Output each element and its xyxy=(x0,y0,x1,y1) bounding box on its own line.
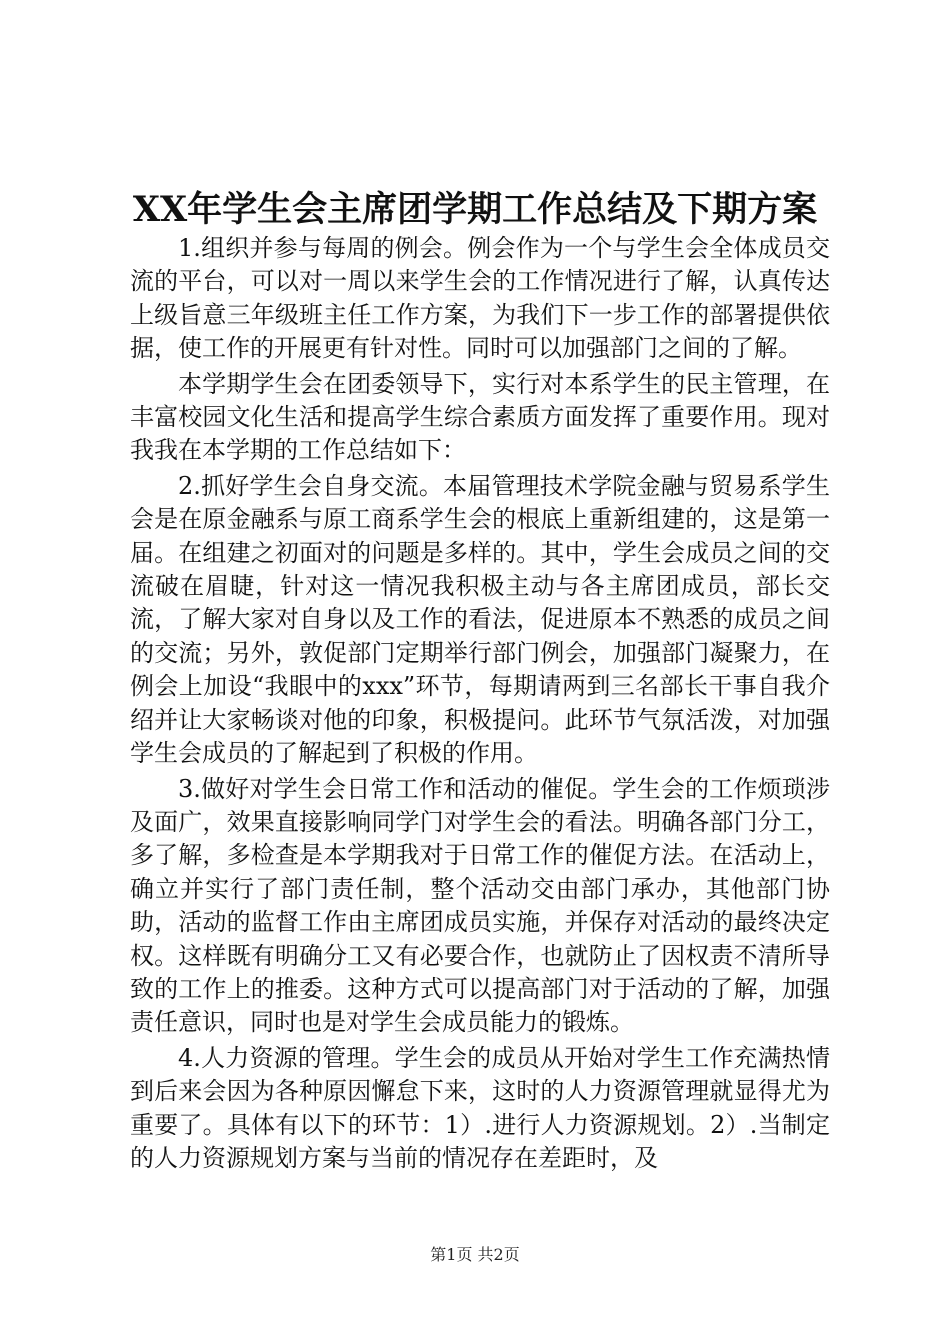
paragraph: 本学期学生会在团委领导下，实行对本系学生的民主管理，在丰富校园文化生活和提高学生综合素质方面发挥了重要作用。现对我我在本学期的工作总结如下： xyxy=(130,369,830,465)
document-title: XX年学生会主席团学期工作总结及下期方案 xyxy=(132,189,818,230)
paragraph: 3.做好对学生会日常工作和活动的催促。学生会的工作烦琐涉及面广，效果直接影响同学门对学生会的看法。明确各部门分工，多了解，多检查是本学期我对于日常工作的催促方法。在活动上，确立并实行了部门责任制，整个活动交由部门承办，其他部门协助，活动的监督工作由主席团成员实施，并保存对活动的最终决定权。这样既有明确分工又有必要合作，也就防止了因权责不清所导致的工作上的推委。这种方式可以提高部门对于活动的了解，加强责任意识，同时也是对学生会成员能力的锻炼。 xyxy=(130,774,830,1037)
paragraph: 2.抓好学生会自身交流。本届管理技术学院金融与贸易系学生会是在原金融系与原工商系学生会的根底上重新组建的，这是第一届。在组建之初面对的问题是多样的。其中，学生会成员之间的交流破在眉睫，针对这一情况我积极主动与各主席团成员，部长交流，了解大家对自身以及工作的看法，促进原本不熟悉的成员之间的交流；另外，敦促部门定期举行部门例会，加强部门凝聚力，在例会上加设“我眼中的xxx”环节，每期请两到三名部长干事自我介绍并让大家畅谈对他的印象，积极提问。此环节气氛活泼，对加强学生会成员的了解起到了积极的作用。 xyxy=(130,471,830,768)
page-footer: 第1页 共2页 xyxy=(430,1245,520,1264)
document-body xyxy=(130,232,830,1177)
paragraph: 1.组织并参与每周的例会。例会作为一个与学生会全体成员交流的平台，可以对一周以来学生会的工作情况进行了解，认真传达上级旨意三年级班主任工作方案，为我们下一步工作的部署提供依据，使工作的开展更有针对性。同时可以加强部门之间的了解。 xyxy=(130,234,830,363)
paragraph: 4.人力资源的管理。学生会的成员从开始对学生工作充满热情到后来会因为各种原因懈怠下来，这时的人力资源管理就显得尤为重要了。具体有以下的环节：1）.进行人力资源规划。2）.当制定的人力资源规划方案与当前的情况存在差距时，及 xyxy=(130,1043,830,1172)
